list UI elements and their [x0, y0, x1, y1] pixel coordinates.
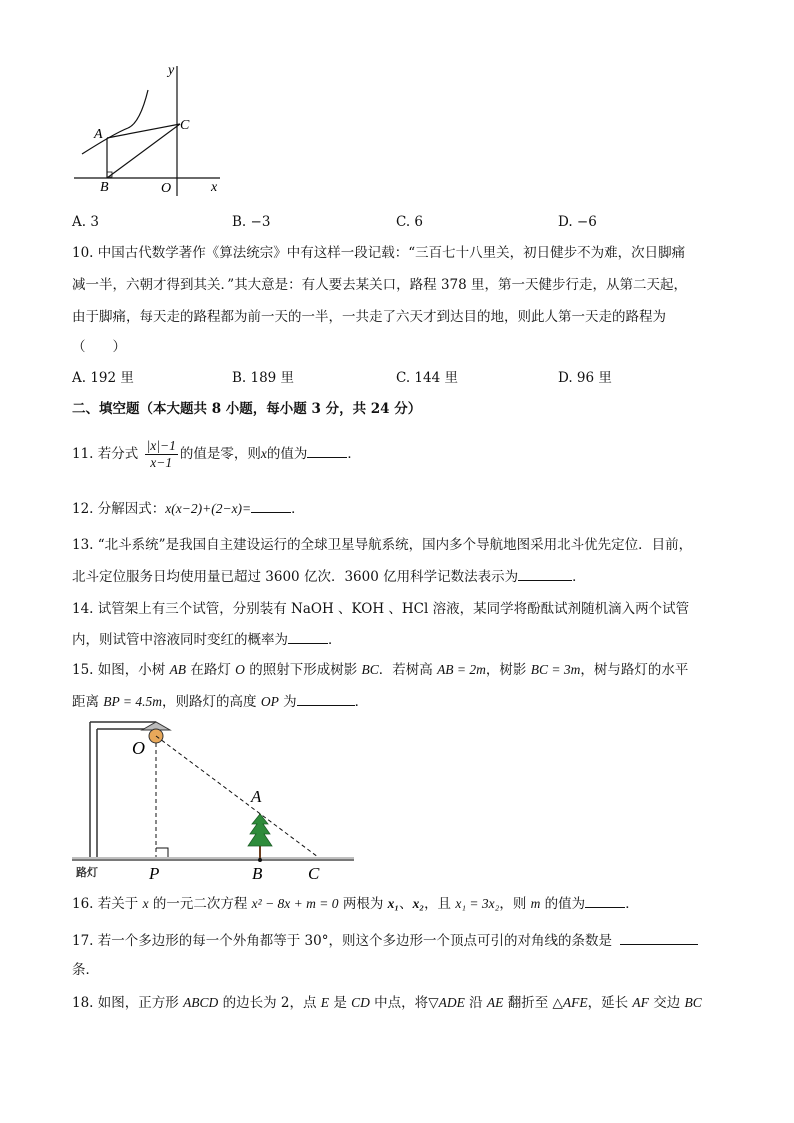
q16-text-1: 16. 若关于	[72, 896, 143, 912]
q16-m: m	[530, 896, 541, 911]
q18-text-4: 中点，将	[369, 995, 429, 1011]
q15-text-5: ，树影	[485, 662, 531, 678]
q11	[72, 436, 361, 472]
q16-x: x	[142, 896, 149, 911]
q18-text-2: 的边长为 2，点	[218, 995, 321, 1011]
q17-answer-blank[interactable]	[620, 930, 698, 945]
q18-text-6: 翻折至	[503, 995, 553, 1011]
q15-text-3: 的照射下形成树影	[244, 662, 362, 678]
q18-ade: ▽ADE	[428, 995, 465, 1010]
q15-text-7: 距离	[72, 694, 104, 710]
q18-text-3: 是	[329, 995, 352, 1011]
q10-line-1: 10. 中国古代数学著作《算法统宗》中有这样一段记载：“三百七十八里关，初日健步不为难，次日脚痛	[72, 245, 686, 261]
fig-label-p: P	[149, 864, 160, 883]
q16-answer-blank[interactable]	[585, 893, 625, 908]
q11-suffix: 的值为	[266, 446, 308, 462]
q15-line-2	[72, 691, 368, 712]
q13-answer-blank[interactable]	[518, 566, 572, 581]
q18-text-8: 交边	[648, 995, 685, 1011]
q9-option-c: C. 6	[396, 214, 424, 230]
graph-label-c: C	[180, 118, 190, 133]
q15-text-2: 在路灯	[186, 662, 236, 678]
q9-graph	[70, 58, 230, 198]
fig-label-o: O	[132, 738, 145, 758]
fig-label-b: B	[252, 864, 263, 883]
q10-answer-bracket: （ ）	[72, 339, 126, 355]
q9-option-b: B. −3	[232, 214, 271, 230]
q13-line-2-text: 北斗定位服务日均使用量已超过 3600 亿次．3600 亿用科学记数法表示为	[72, 569, 519, 585]
q11-var: x	[260, 446, 267, 461]
q10-option-d: D. 96 里	[558, 370, 612, 386]
q15-text-4: ．若树高	[378, 662, 438, 678]
q9-option-a: A. 3	[72, 214, 99, 230]
q16-text-6: 的值为	[540, 896, 586, 912]
graph-label-y: y	[168, 63, 175, 78]
q18-text-7: ，延长	[587, 995, 633, 1011]
q18-text-1: 18. 如图，正方形	[72, 995, 184, 1011]
q9-option-d: D. −6	[558, 214, 597, 230]
graph-label-a: A	[94, 127, 103, 142]
q11-mid: 的值是零，则	[179, 446, 261, 462]
q13-line-1: 13. “北斗系统”是我国自主建设运行的全球卫星导航系统，国内多个导航地图采用北斗优先定位．目前，	[72, 537, 693, 553]
q15-ab: AB	[169, 662, 187, 677]
q12-end: ．	[291, 501, 305, 517]
graph-label-b: B	[100, 180, 109, 195]
q18-line-1	[72, 993, 702, 1013]
q15-figure	[70, 716, 360, 886]
q12-expr: x(x−2)+(2−x)=	[165, 501, 252, 516]
q18-bc: BC	[684, 995, 702, 1010]
q15-op: OP	[260, 694, 279, 709]
fig-label-a: A	[251, 787, 262, 806]
q10-option-c: C. 144 里	[396, 370, 458, 386]
q10-line-3: 由于脚痛，每天走的路程都为前一天的一半，一共走了六天才到达目的地，则此人第一天走的路程为	[72, 309, 666, 325]
q16-text-5: ，则	[499, 896, 531, 912]
q17-line-2: 条．	[72, 962, 99, 978]
q16-text-4: ，且	[424, 896, 456, 912]
q11-end: ．	[347, 446, 361, 462]
q18-af: AF	[632, 995, 649, 1010]
q18-abcd: ABCD	[183, 995, 219, 1010]
q14-line-1: 14. 试管架上有三个试管，分别装有 NaOH 、KOH 、HCl 溶液，某同学将酚酞试剂随机滴入两个试管	[72, 601, 690, 617]
q11-denominator: x−1	[150, 455, 173, 470]
q10-option-a: A. 192 里	[72, 370, 134, 386]
q16-x2: x₂	[412, 896, 425, 911]
q14-answer-blank[interactable]	[288, 629, 328, 644]
graph-label-o: O	[161, 181, 172, 196]
q15-text-1: 15. 如图，小树	[72, 662, 170, 678]
q12-prefix: 12. 分解因式：	[72, 501, 166, 517]
q11-prefix: 11. 若分式	[72, 446, 139, 462]
q13-end: ．	[572, 569, 586, 585]
q10-option-b: B. 189 里	[232, 370, 295, 386]
graph-label-x: x	[211, 180, 218, 195]
q16-end: ．	[625, 896, 639, 912]
q15-line-1	[72, 660, 688, 680]
q16-text-2: 的一元二次方程	[148, 896, 252, 912]
q11-answer-blank[interactable]	[307, 443, 347, 458]
q14-line-2	[72, 629, 342, 650]
q15-bc: BC	[361, 662, 379, 677]
q11-fraction	[145, 438, 178, 471]
q16-equation: x² − 8x + m = 0	[251, 896, 339, 911]
q15-eq-3: BP = 4.5m	[103, 694, 163, 709]
q14-line-2-text: 内，则试管中溶液同时变红的概率为	[72, 632, 288, 648]
q18-afe: △AFE	[552, 995, 588, 1010]
q15-answer-blank[interactable]	[297, 691, 355, 706]
q16	[72, 893, 639, 914]
q15-end: ．	[354, 694, 369, 710]
q18-e: E	[320, 995, 330, 1010]
q10-line-2: 减一半，六朝才得到其关．”其大意是：有人要去某关口，路程 378 里，第一天健步行走，从第二天起，	[72, 277, 688, 293]
q18-ae: AE	[486, 995, 504, 1010]
section-title: 二、填空题（本大题共 8 小题，每小题 3 分，共 24 分）	[72, 401, 422, 417]
q14-end: ．	[328, 632, 342, 648]
q16-x1: x₁	[387, 896, 400, 911]
q15-o: O	[235, 662, 245, 677]
q18-cd: CD	[351, 995, 370, 1010]
fig-label-lamp: 路灯	[76, 866, 98, 879]
q17-text: 17. 若一个多边形的每一个外角都等于 30°，则这个多边形一个顶点可引的对角线的条数是	[72, 933, 612, 949]
q16-text-3: 两根为	[338, 896, 388, 912]
q16-relation: x₁ = 3x₂	[455, 896, 500, 911]
q15-text-8: ，则路灯的高度	[162, 694, 261, 710]
q11-numerator: |x|−1	[146, 438, 176, 453]
q13-line-2	[72, 566, 586, 587]
fig-label-c: C	[308, 864, 320, 883]
q12-answer-blank[interactable]	[251, 498, 291, 513]
q16-sep: 、	[399, 896, 413, 912]
q15-eq-2: BC = 3m	[530, 662, 581, 677]
q15-text-9: 为	[278, 694, 297, 710]
q12	[72, 498, 305, 519]
q15-text-6: ，树与路灯的水平	[580, 662, 689, 678]
q17-line-1	[72, 930, 698, 951]
q15-eq-1: AB = 2m	[437, 662, 486, 677]
q18-text-5: 沿	[464, 995, 487, 1011]
